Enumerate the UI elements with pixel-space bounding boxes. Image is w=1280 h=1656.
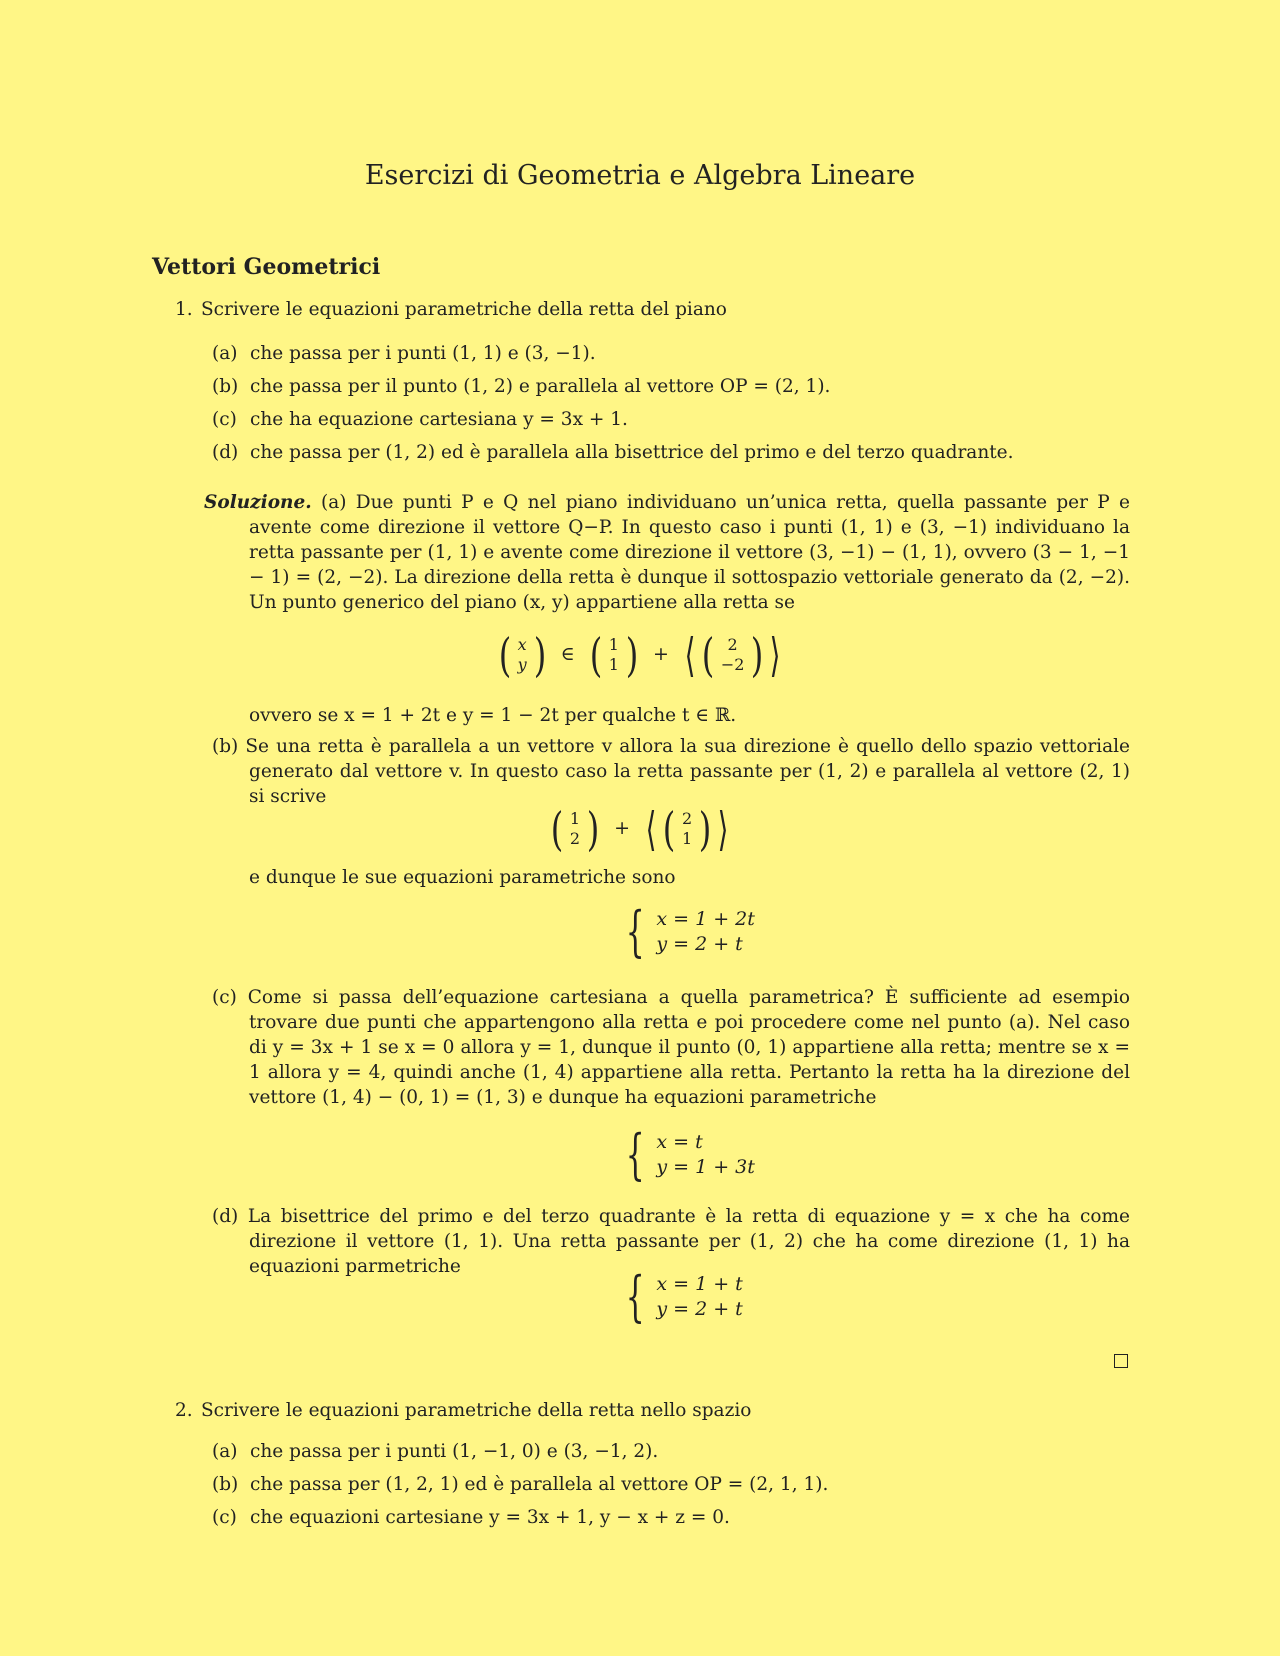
vector-entry: x: [517, 635, 527, 654]
exercise-1-item-c: [212, 407, 628, 432]
solution-b-conclusion: e dunque le sue equazioni parametriche sono: [249, 867, 676, 888]
item-label: (d): [212, 1206, 239, 1227]
vector-entry: 2: [569, 829, 581, 848]
span-vector: ⟨ ( 2 1 ) ⟩: [645, 802, 729, 856]
equation-row: y = 2 + t: [656, 1298, 743, 1320]
exercise-1-item-b: [212, 374, 830, 399]
exercise-1-item-d: [212, 440, 1014, 465]
item-label: (d): [212, 442, 239, 463]
vector-entry: 2: [681, 809, 693, 828]
vector-entry: 1: [608, 635, 619, 654]
item-text: che passa per i punti (1, 1) e (3, −1).: [250, 343, 596, 364]
system-b: [618, 900, 755, 963]
item-text: che passa per i punti (1, −1, 0) e (3, −1, 2).: [250, 1441, 659, 1462]
exercise-2-item-b: [212, 1472, 828, 1497]
solution-label: Soluzione.: [204, 492, 312, 513]
solution-c-text: Come si passa dell’equazione cartesiana a quella parametrica? È sufficiente ad esempio trovare due punti che appartengono alla retta e poi procedere come nel punto (a). Nel caso di y = 3x + 1 se x = 0 allora y = 1, dunque il punto (0, 1) appartiene alla retta; mentre se x = 1 allora y = 4, quindi anche (1, 4) appartiene alla retta. Pertanto la retta ha la direzione del vettore (1, 4) − (0, 1) = (1, 3) e dunque ha equazioni parametriche: [247, 987, 1130, 1108]
system-d: [618, 1265, 743, 1328]
span-vector: ⟨ ( 2 −2 ) ⟩: [684, 628, 781, 682]
item-label: (c): [212, 987, 237, 1008]
solution-part-d: [212, 1204, 1130, 1279]
item-label: (c): [212, 1507, 237, 1528]
vector-equation-a: [0, 628, 1280, 682]
exercise-number: 1.: [175, 299, 193, 320]
plus-symbol: +: [614, 817, 630, 839]
solution-a-text: (a) Due punti P e Q nel piano individuano un’unica retta, quella passante per P e avente come direzione il vettore Q−P. In questo caso i punti (1, 1) e (3, −1) individuano la retta passante per (1, 1) e avente come direzione il vettore (3, −1) − (1, 1), ovvero (3 − 1, −1 − 1) = (2, −2). La direzione della retta è dunque il sottospazio vettoriale generato da (2, −2). Un punto generico del piano (x, y) appartiene alla retta se: [249, 492, 1130, 613]
item-label: (a): [212, 343, 238, 364]
solution-a-conclusion: ovvero se x = 1 + 2t e y = 1 − 2t per qualche t ∈ ℝ.: [249, 705, 737, 726]
element-of-symbol: ∈: [560, 643, 575, 665]
vector-entry: 1: [569, 809, 581, 828]
exercise-1-prompt: [175, 297, 727, 322]
vector-point: ( 1 1 ): [589, 628, 639, 682]
brace-symbol: {: [625, 1265, 645, 1328]
exercise-number: 2.: [175, 1400, 193, 1421]
equation-row: x = t: [656, 1131, 703, 1153]
solution-b-text: Se una retta è parallela a un vettore v allora la sua direzione è quello dello spazio vettoriale generato dal vettore v. In questo caso la retta passante per (1, 2) e parallela al vettore (2, 1) si scrive: [245, 736, 1130, 807]
equation-row: x = 1 + t: [656, 1273, 743, 1295]
equation-row: x = 1 + 2t: [656, 908, 755, 930]
section-heading: Vettori Geometrici: [152, 254, 381, 280]
item-label: (b): [212, 736, 239, 757]
vector-entry: y: [517, 655, 527, 674]
vector-entry: 1: [681, 829, 693, 848]
solution-d-text: La bisettrice del primo e del terzo quadrante è la retta di equazione y = x che ha come direzione il vettore (1, 1). Una retta passante per (1, 2) che ha come direzione (1, 1) ha equazioni parmetriche: [247, 1206, 1130, 1277]
item-text: che passa per il punto (1, 2) e parallela al vettore OP = (2, 1).: [250, 376, 831, 397]
item-text: che passa per (1, 2, 1) ed è parallela al vettore OP = (2, 1, 1).: [250, 1474, 829, 1495]
system-c: [618, 1123, 755, 1186]
vector-equation-b: [0, 802, 1280, 856]
equation-row: y = 1 + 3t: [656, 1156, 755, 1178]
item-label: (b): [212, 376, 239, 397]
exercise-2-prompt: [175, 1398, 751, 1423]
solution-part-c: [212, 985, 1130, 1110]
exercise-2-item-c: [212, 1505, 730, 1530]
plus-symbol: +: [652, 643, 669, 665]
item-text: che equazioni cartesiane y = 3x + 1, y − x + z = 0.: [250, 1507, 730, 1528]
item-label: (c): [212, 409, 237, 430]
item-text: che ha equazione cartesiana y = 3x + 1.: [250, 409, 628, 430]
document-title: Esercizi di Geometria e Algebra Lineare: [364, 160, 916, 191]
vector-point: ( 1 2 ): [550, 802, 600, 856]
brace-symbol: {: [625, 900, 645, 963]
equation-row: y = 2 + t: [656, 933, 743, 955]
exercise-1-item-a: [212, 341, 596, 366]
vector-entry: −2: [720, 655, 745, 674]
solution-part-b: [212, 734, 1130, 809]
vector-entry: 2: [727, 635, 738, 654]
item-text: che passa per (1, 2) ed è parallela alla bisettrice del primo e del terzo quadrante.: [250, 442, 1014, 463]
exercise-text: Scrivere le equazioni parametriche della retta nello spazio: [201, 1400, 752, 1421]
qed-square-icon: [1114, 1354, 1128, 1368]
exercise-2-item-a: [212, 1439, 658, 1464]
solution-part-a: [204, 490, 1130, 615]
vector-x-y: ( x y ): [498, 628, 546, 682]
vector-entry: 1: [608, 655, 619, 674]
item-label: (b): [212, 1474, 239, 1495]
brace-symbol: {: [625, 1123, 645, 1186]
exercise-text: Scrivere le equazioni parametriche della retta del piano: [201, 299, 727, 320]
item-label: (a): [212, 1441, 238, 1462]
